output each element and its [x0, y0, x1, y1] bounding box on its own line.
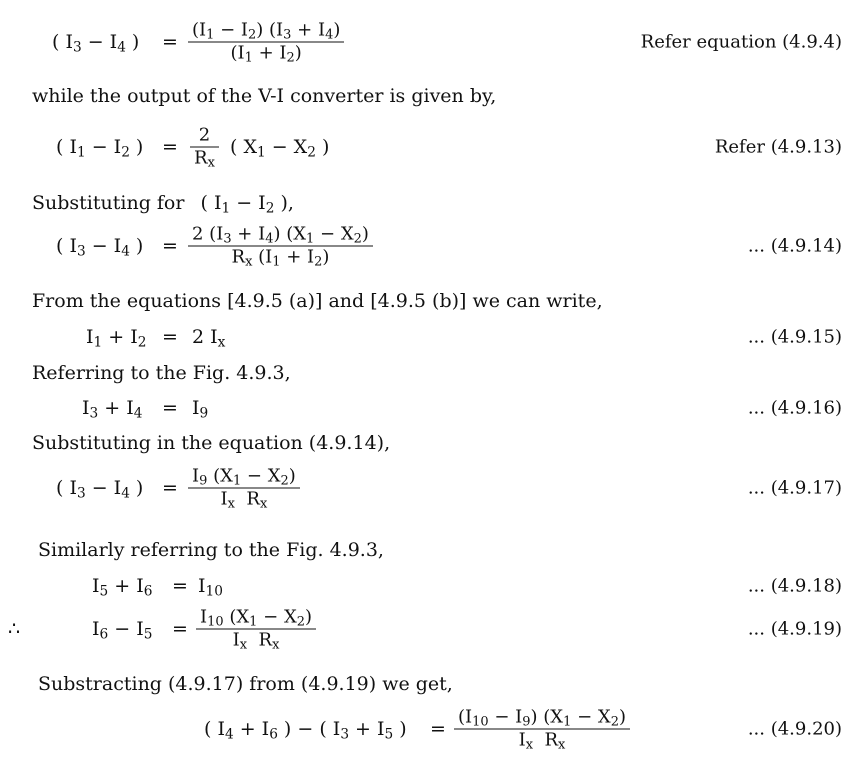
- paragraph-referring-fig: Referring to the Fig. 4.9.3,: [32, 362, 291, 384]
- eq3-reference: ... (4.9.14): [747, 235, 842, 257]
- paragraph-substituting-for: [32, 192, 294, 217]
- eq6-fraction: [188, 466, 300, 511]
- paragraph-substracting: Substracting (4.9.17) from (4.9.19) we get,: [38, 673, 453, 695]
- eq3-lhs: ( $I_3 - I_4$ ): [56, 235, 144, 260]
- eq8-numerator: $I_{10}$ $(X_1 - X_2)$: [196, 607, 316, 630]
- eq6-numerator: $I_9$ $(X_1 - X_2)$: [188, 466, 300, 489]
- eq6-denominator: $I_x$ $R_x$: [220, 488, 268, 512]
- eq6-equals: =: [162, 477, 178, 499]
- eq2-equals: =: [162, 136, 178, 158]
- eq6-reference: ... (4.9.17): [747, 477, 842, 499]
- eq1-reference: Refer equation (4.9.4): [640, 31, 842, 53]
- eq5-lhs: $I_3 + I_4$: [82, 397, 143, 422]
- substituting-text: Substituting for: [32, 192, 185, 214]
- eq4-rhs: 2 $I_x$: [192, 326, 226, 351]
- eq7-reference: ... (4.9.18): [747, 575, 842, 597]
- eq7-rhs: $I_{10}$: [198, 575, 223, 600]
- eq1-fraction: [188, 20, 344, 65]
- eq9-fraction: [454, 707, 630, 752]
- eq7-equals: =: [172, 575, 188, 597]
- eq2-rhs: ( $X_1 - X_2$ ): [230, 136, 330, 161]
- eq9-equals: =: [430, 718, 446, 740]
- eq3-fraction: [188, 224, 373, 269]
- eq1-denominator: $(I_1 + I_2)$: [230, 42, 302, 66]
- eq5-equals: =: [162, 397, 178, 419]
- eq4-reference: ... (4.9.15): [747, 326, 842, 348]
- paragraph-converter-output: while the output of the V-I converter is given by,: [32, 85, 497, 107]
- eq5-rhs: $I_9$: [192, 397, 209, 422]
- therefore-symbol: ∴: [8, 618, 21, 640]
- eq6-lhs: ( $I_3 - I_4$ ): [56, 477, 144, 502]
- eq2-denominator: $R_x$: [194, 147, 215, 171]
- eq3-denominator: $R_x$ $(I_1 + I_2)$: [231, 246, 330, 270]
- eq9-reference: ... (4.9.20): [747, 718, 842, 740]
- paragraph-substituting-equation: Substituting in the equation (4.9.14),: [32, 432, 391, 454]
- eq8-denominator: $I_x$ $R_x$: [232, 629, 280, 653]
- eq8-equals: =: [172, 618, 188, 640]
- eq9-denominator: $I_x$ $R_x$: [518, 729, 566, 753]
- eq9-numerator: $(I_{10} - I_9) (X_1 - X_2)$: [454, 707, 630, 730]
- eq8-reference: ... (4.9.19): [747, 618, 842, 640]
- eq2-lhs: ( $I_1 - I_2$ ): [56, 136, 144, 161]
- eq2-fraction: [190, 125, 219, 170]
- eq2-numerator: 2: [190, 125, 219, 148]
- eq3-numerator: 2 $(I_3 + I_4) (X_1 - X_2)$: [188, 224, 373, 247]
- substituting-expression: ( $I_1 - I_2$ ),: [200, 192, 294, 217]
- eq5-reference: ... (4.9.16): [747, 397, 842, 419]
- eq4-lhs: $I_1 + I_2$: [86, 326, 147, 351]
- eq9-lhs: ( $I_4 + I_6$ ) − ( $I_3 + I_5$ ): [204, 718, 407, 743]
- paragraph-similarly-referring: Similarly referring to the Fig. 4.9.3,: [38, 539, 384, 561]
- eq1-numerator: $(I_1 - I_2) (I_3 + I_4)$: [188, 20, 344, 43]
- eq4-equals: =: [162, 326, 178, 348]
- eq8-fraction: [196, 607, 316, 652]
- paragraph-from-equations: From the equations [4.9.5 (a)] and [4.9.5 (b)] we can write,: [32, 290, 603, 312]
- eq1-lhs: ( $I_3 - I_4$ ): [52, 31, 140, 56]
- eq7-lhs: $I_5 + I_6$: [92, 575, 153, 600]
- eq8-lhs: $I_6 - I_5$: [92, 618, 153, 643]
- eq2-reference: Refer (4.9.13): [714, 136, 842, 158]
- eq3-equals: =: [162, 235, 178, 257]
- eq1-equals: =: [162, 31, 178, 53]
